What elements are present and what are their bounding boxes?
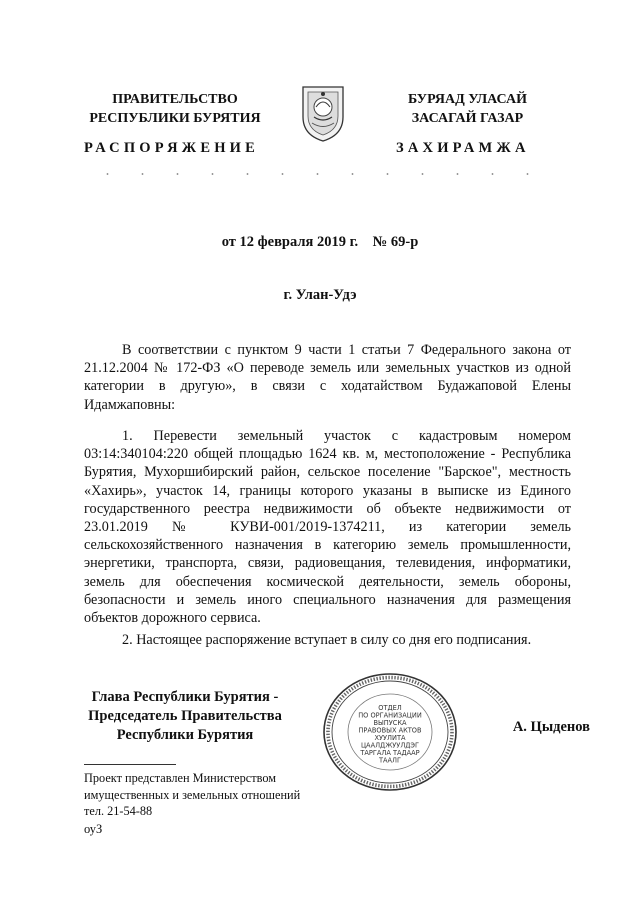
footer-note-line2: имущественных и земельных отношений	[84, 787, 301, 802]
signatory-title	[70, 688, 300, 745]
signatory-title-line1: Глава Республики Бурятия -	[91, 689, 279, 705]
header-right-line1: БУРЯАД УЛАСАЙ	[408, 92, 527, 107]
footer-rule	[84, 764, 176, 765]
preamble-paragraph: В соответствии с пунктом 9 части 1 статьи 7 Федерального закона от 21.12.2004 № 172-ФЗ «О переводе земель или земельных участков из одной категории в другую», в связи с ходатайством Будажаповой Елены Идамжаповны:	[84, 342, 571, 413]
seal-line-4: ПРАВОВЫХ АКТОВ	[358, 726, 422, 735]
seal-line-8: ТААЛГ	[378, 756, 402, 765]
header-left-line1: ПРАВИТЕЛЬСТВО	[112, 92, 238, 107]
item-1-paragraph: 1. Перевести земельный участок с кадастровым номером 03:14:340104:220 общей площадью 1624 кв. м, местоположение - Республика Бурятия, Мухоршибирский район, сельское поселение "Барское", местность «Хахирь», участок 14, границы которого указаны в выписке из Единого государственного реестра недвижимости об объекте недвижимости от 23.01.2019 № КУВИ-001/2019-1374211, из категории земель сельскохозяйственного назначения в категорию земель промышленности, энергетики, транспорта, связи, радиовещания, телевидения, информатики, земель для обеспечения космической деятельности, земель обороны, безопасности и земель иного специального назначения для размещения объектов дорожного сервиса.	[84, 428, 571, 627]
seal-line-2: ПО ОРГАНИЗАЦИИ	[358, 711, 422, 720]
footer-note-line1: Проект представлен Министерством	[84, 771, 277, 785]
header-divider	[90, 173, 560, 175]
city-line: г. Улан-Удэ	[283, 287, 357, 303]
footer-note-line3: тел. 21-54-88	[84, 804, 153, 818]
date-line: от 12 февраля 2019 г. № 69-р	[221, 234, 419, 250]
header-left-line2: РЕСПУБЛИКИ БУРЯТИЯ	[89, 111, 261, 126]
header-right-block	[365, 90, 570, 128]
seal-line-3: ВЫПУСКА	[373, 719, 407, 727]
item-2-paragraph: 2. Настоящее распоряжение вступает в силу со дня его подписания.	[122, 632, 532, 648]
seal-line-1: ОТДЕЛ	[378, 704, 402, 712]
signatory-title-line3: Республики Бурятия	[116, 727, 254, 743]
document-code: оуЗ	[84, 822, 103, 836]
seal-line-5: ХУУЛИТА	[374, 734, 406, 742]
header-right-title: ЗАХИРАМЖА	[396, 140, 530, 156]
seal-line-6: ЦААЛДЖУУЛДЭГ	[360, 741, 420, 750]
header-left-block	[70, 90, 280, 128]
signatory-title-line2: Председатель Правительства	[88, 708, 282, 724]
signatory-name: А. Цыденов	[512, 719, 590, 735]
coat-of-arms-icon	[300, 83, 346, 143]
header-right-line2: ЗАСАГАЙ ГАЗАР	[411, 111, 524, 126]
seal-line-7: ТАРГАЛА ТАДААР	[360, 749, 420, 757]
header-left-title: РАСПОРЯЖЕНИЕ	[84, 140, 260, 156]
footer-note	[84, 770, 344, 820]
